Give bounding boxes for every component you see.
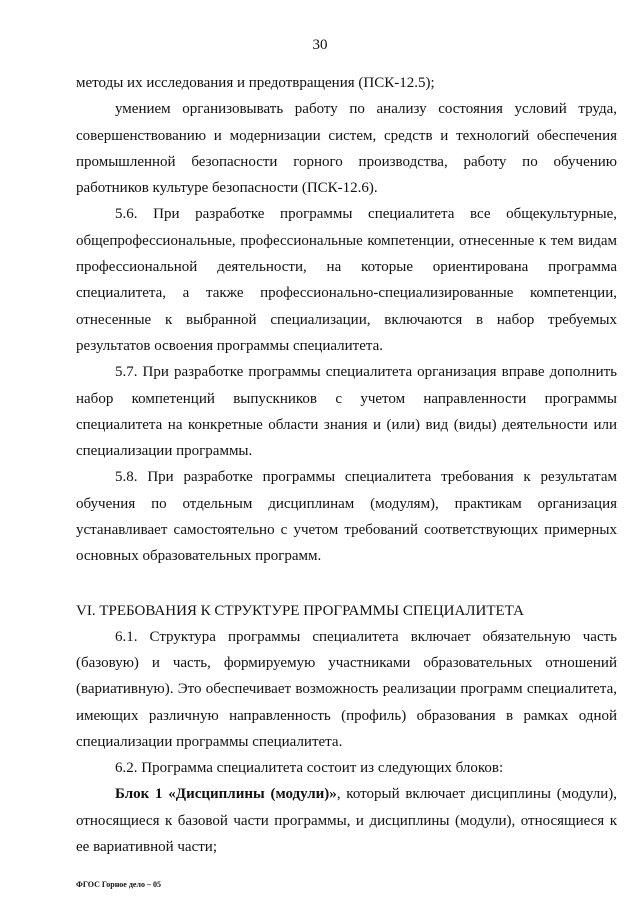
paragraph-block-1 <box>76 781 617 860</box>
paragraph-6-1: 6.1. Структура программы специалитета включает обязательную часть (базовую) и часть, формируемую участниками образовательных отношений (вариативную). Это обеспечивает возможность реализации программ специалитета, имеющих различную направленность (профиль) образования в рамках одной специализации программы специалитета. <box>76 628 617 750</box>
paragraph-5-8: 5.8. При разработке программы специалитета требования к результатам обучения по отдельным дисциплинам (модулям), практикам организация устанавливает самостоятельно с учетом требований соответствующих примерных основных образовательных программ. <box>76 469 617 565</box>
block-1-title: Блок 1 «Дисциплины (модули)» <box>115 786 337 803</box>
paragraph-5-7: 5.7. При разработке программы специалитета организация вправе дополнить набор компетенций выпускников с учетом направленности программы специалитета на конкретные области знания и (или) вид (виды) деятельности или специализации программы. <box>76 364 617 460</box>
section-heading: VI. ТРЕБОВАНИЯ К СТРУКТУРЕ ПРОГРАММЫ СПЕЦИАЛИТЕТА <box>76 602 524 619</box>
paragraph-psk-12-5: методы их исследования и предотвращения (ПСК-12.5); <box>76 75 435 91</box>
paragraph-psk-12-6: умением организовывать работу по анализу состояния условий труда, совершенствованию и модернизации систем, средств и технологий обеспечения промышленной безопасности горного производства, работу по обучению работников культуре безопасности (ПСК-12.6). <box>76 101 617 197</box>
page-number: 30 <box>312 37 328 53</box>
page-body <box>76 70 617 860</box>
paragraph-6-2: 6.2. Программа специалитета состоит из следующих блоков: <box>115 760 504 777</box>
footer-label: ФГОС Горное дело – 05 <box>76 880 161 889</box>
paragraph-5-6: 5.6. При разработке программы специалитета все общекультурные, общепрофессиональные, профессиональные компетенции, отнесенные к тем видам профессиональной деятельности, на которые ориентирована программа специалитета, а также профессионально-специализированные компетенции, отнесенные к выбранной специализации, включаются в набор требуемых результатов освоения программы специалитета. <box>76 206 617 354</box>
block-1-description: , который включает дисциплины (модули), относящиеся к базовой части программы, и дисциплины (модули), относящиеся к ее вариативной части; <box>76 786 618 856</box>
